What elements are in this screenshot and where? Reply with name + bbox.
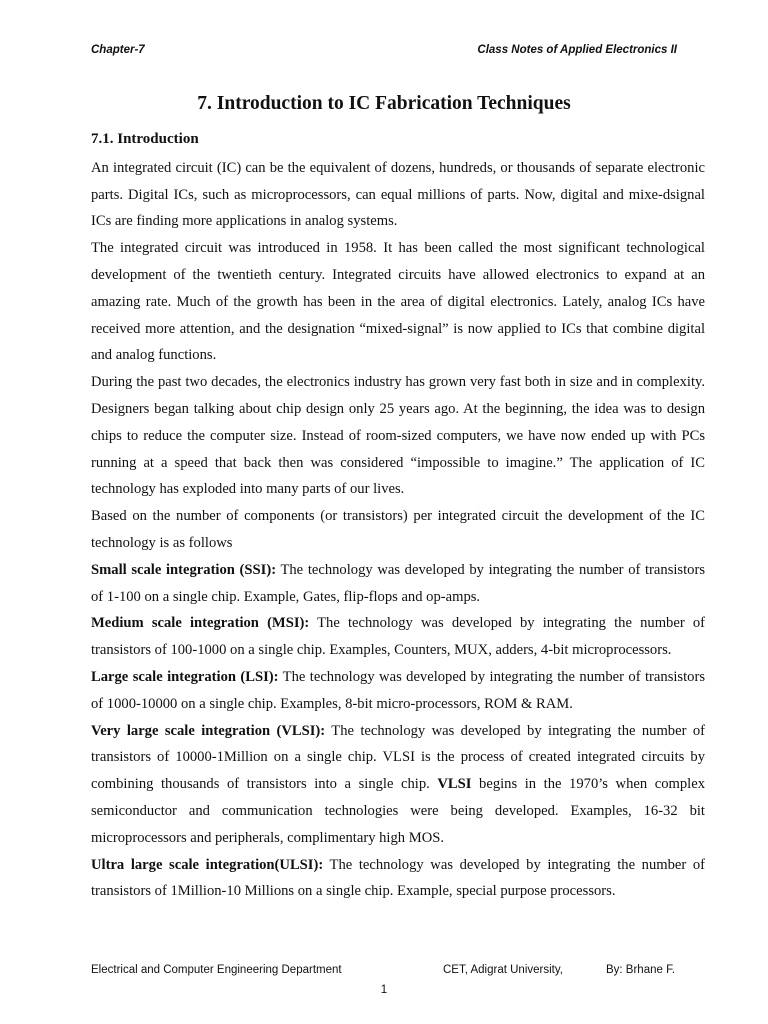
- term-ssi: Small scale integration (SSI):: [91, 561, 277, 578]
- integration-level-lsi: [91, 664, 705, 718]
- term-vlsi: Very large scale integration (VLSI):: [91, 722, 326, 739]
- paragraph: During the past two decades, the electronics industry has grown very fast both in size and in complexity. Designers began talking about chip design only 25 years ago. At the beginning, the idea was to design chips to reduce the computer size. Instead of room-sized computers, we have now ended up with PCs running at a speed that back then was considered “impossible to imagine.” The application of IC technology has exploded into many parts of our lives.: [91, 374, 705, 498]
- paragraph: An integrated circuit (IC) can be the equivalent of dozens, hundreds, or thousands of separate electronic parts. Digital ICs, such as microprocessors, can equal millions of parts. Now, digital and mixe-dsignal ICs are finding more applications in analog systems.: [91, 159, 705, 230]
- page-title: 7. Introduction to IC Fabrication Techniques: [197, 93, 571, 114]
- paragraph: Based on the number of components (or transistors) per integrated circuit the development of the IC technology is as follows: [91, 508, 705, 551]
- term-lsi: Large scale integration (LSI):: [91, 668, 279, 685]
- definition-vlsi: The technology was developed by integrating the number of transistors of 10000-1Million on a single chip. VLSI is the process of created integrated circuits by combining thousands of transistors into a single chip.: [91, 722, 705, 793]
- paragraph: The integrated circuit was introduced in 1958. It has been called the most significant technological development of the twentieth century. Integrated circuits have allowed electronics to expand at an amazing rate. Much of the growth has been in the area of digital electronics. Lately, analog ICs have received more attention, and the designation “mixed-signal” is now applied to ICs that combine digital and analog functions.: [91, 240, 705, 364]
- footer-department: Electrical and Computer Engineering Department: [91, 964, 342, 976]
- footer-university: CET, Adigrat University,: [443, 964, 563, 976]
- term-ulsi: Ultra large scale integration(ULSI):: [91, 856, 324, 873]
- term-msi: Medium scale integration (MSI):: [91, 615, 310, 632]
- definition-vlsi-continued: begins in the 1970’s when complex semiconductor and communication technologies were being developed. Examples, 16-32 bit microprocessors and peripherals, complimentary high MOS.: [91, 776, 705, 846]
- definition-ulsi: The technology was developed by integrating the number of transistors of 1Million-10 Millions on a single chip. Example, special purpose processors.: [91, 856, 705, 900]
- integration-level-ssi: [91, 557, 705, 611]
- integration-level-vlsi: [91, 718, 705, 852]
- document-body: [91, 126, 705, 905]
- footer-author: By: Brhane F.: [606, 964, 676, 976]
- definition-lsi: The technology was developed by integrating the number of transistors of 1000-10000 on a single chip. Examples, 8-bit micro-processors, ROM & RAM.: [91, 668, 705, 712]
- section-heading: 7.1. Introduction: [91, 131, 199, 147]
- integration-level-msi: [91, 610, 705, 664]
- definition-ssi: The technology was developed by integrating the number of transistors of 1-100 on a single chip. Example, Gates, flip-flops and op-amps.: [91, 561, 706, 605]
- definition-msi: The technology was developed by integrating the number of transistors of 100-1000 on a single chip. Examples, Counters, MUX, adders, 4-bit microprocessors.: [91, 615, 706, 659]
- page-header: [91, 44, 677, 56]
- integration-level-ulsi: [91, 852, 705, 906]
- page-number: 1: [380, 984, 388, 996]
- term-vlsi-inline: VLSI: [437, 776, 472, 793]
- course-label: Class Notes of Applied Electronics II: [477, 44, 677, 56]
- chapter-label: Chapter-7: [91, 44, 145, 56]
